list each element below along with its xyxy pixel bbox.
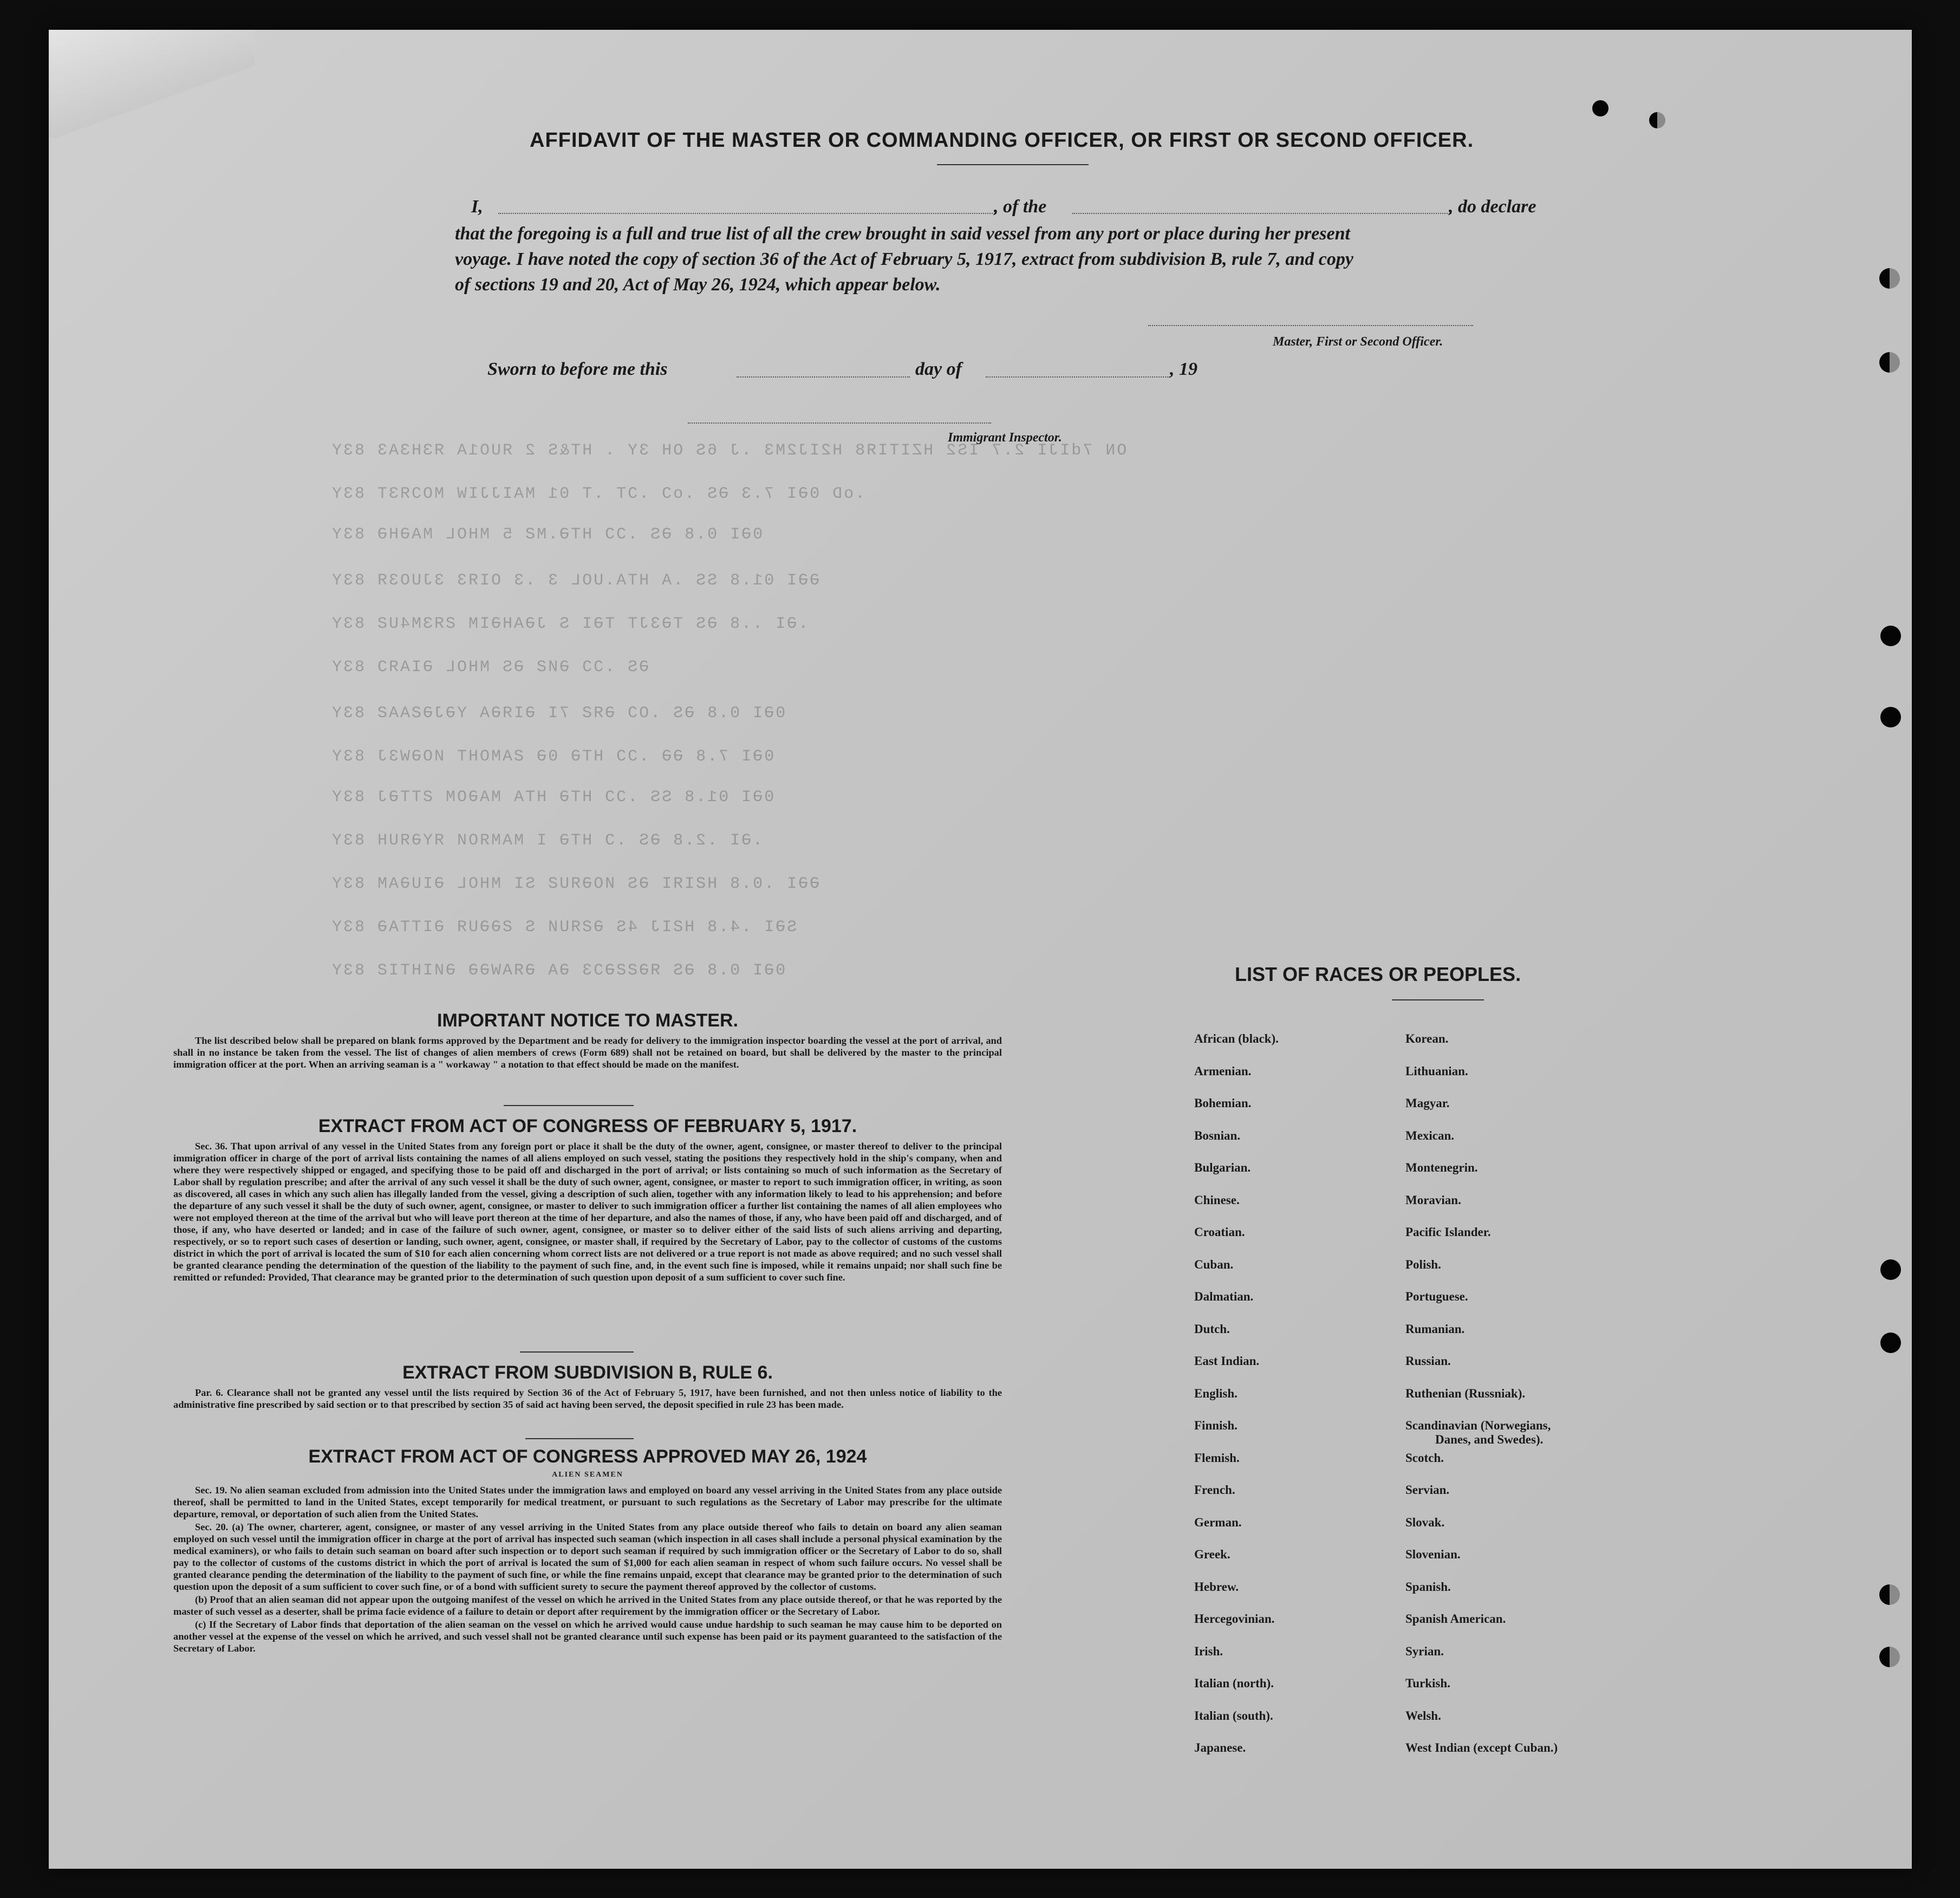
races-title: LIST OF RACES OR PEOPLES.: [1235, 963, 1521, 985]
ink-spot: [1592, 100, 1609, 116]
race-item: Korean.: [1405, 1032, 1449, 1045]
day-blank[interactable]: [737, 376, 910, 378]
race-item: Spanish.: [1405, 1580, 1451, 1594]
extract-1917-text: Sec. 36. That upon arrival of any vessel in the United States from any foreign port or place it shall be the duty of the owner, agent, consignee, or master thereof to deliver to the principal immigration officer in charge of the port of arrival lists containing the names of all aliens employed on such vessel, stating the positions they respectively hold in the ship's company, when and where they were respectively shipped or engaged, and specifying those to be paid off and discharged in the port of arrival; or lists containing so much of such information as the Secretary of Labor shall by regulation prescribe; and after the arrival of any such vessel it shall be the duty of such owner, agent, consignee, or master to report to such immigration officer, in writing, as soon as discovered, all cases in which any such alien has illegally landed from the vessel, giving a description of such alien, together with any information likely to lead to his apprehension; and before the departure of any such vessel it shall be the duty of such owner, agent, consignee, or master to deliver to such immigration officer a further list containing the names of all alien employees who were not employed thereon at the time of the arrival but who will leave port thereon at the time of her departure, and also the names of those, if any, who have been paid off and discharged, and of those, if any, who have deserted or landed; and in case of the failure of such owner, agent, consignee, or master so to deliver either of the said lists of such aliens arriving and departing, respectively, or so to report such cases of desertion or landing, such owner, agent, consignee, or master shall, if required by the Secretary of Labor, pay to the collector of customs of the customs district in which the port of arrival is located the sum of $10 for each alien concerning whom correct lists are not delivered or a true report is not made as above required; and no such vessel shall be granted clearance pending the determination of the question of the liability to the payment of such fine, and, in the event such fine is imposed, while it remains unpaid; nor shall such fine be remitted or refunded: Provided, That clearance may be granted prior to the determination of such question upon deposit of a sum sufficient to cover such fine.: [173, 1141, 1002, 1283]
affidavit-body-line3: of sections 19 and 20, Act of May 26, 1924, which appear below.: [455, 275, 941, 295]
binder-hole: [1880, 1332, 1901, 1353]
divider: [504, 1105, 634, 1106]
day-of-label: day of: [915, 359, 962, 379]
master-signature-blank[interactable]: [1148, 325, 1473, 326]
sworn-label: Sworn to before me this: [487, 359, 668, 379]
race-item: Slovak.: [1405, 1515, 1445, 1529]
ink-spot: [1649, 112, 1665, 128]
race-item: Armenian.: [1194, 1064, 1252, 1078]
race-item: Polish.: [1405, 1257, 1441, 1271]
race-item: Magyar.: [1405, 1096, 1450, 1110]
race-item: Greek.: [1194, 1548, 1230, 1561]
race-item: Hebrew.: [1194, 1580, 1239, 1594]
vessel-blank[interactable]: [1072, 213, 1451, 214]
race-item: Mexican.: [1405, 1128, 1455, 1142]
folded-corner: [49, 30, 255, 138]
affidavit-body-line2: voyage. I have noted the copy of section 36 of the Act of February 5, 1917, extract from subdivision B, rule 7, and copy: [455, 249, 1353, 269]
binder-hole: [1880, 626, 1901, 646]
affidavit-title: AFFIDAVIT OF THE MASTER OR COMMANDING OFFICER, OR FIRST OR SECOND OFFICER.: [530, 129, 1474, 152]
document-page: ON 7dIJI 2.7 IS2 HZITIЯ8 H2IJ2M3 .J 6S OH 3Y . HT&S 2 ЯUO1A ЯЗHЗA3 83Y .oD 0ƏI 7.3 ƏS .oƆ .ƆT .T 01 MAIJJIW MOƆЯЗT 83Y 0ƏI 0.8 ƏS .ƆƆ HTƏ.MƧ 5 MHOL MAƏHƏ 83Y ƏƏI 01.8 SS .A HTA.UOL 3 .3 OIЯ3 3JUO3Я 83Y .ƏI ..8 ƏS TƏ3JT TƏI S JƏAHƏIM ƧЯЗM4UƧ 83Y ƏS .ƆƆ ƏИƧ ƏS MHOL ƏIAЯƆ 83Y 0ƏI 0.8 ƏS .OƆ ƏЯƧ 7I ƏIЯƏA YƏJƏƧAAƧ 83Y 0ƏI 7.8 ƏƏ .ƆƆ HTƏ 0Ə ƧAMOHT ИOƏW3J 83Y 0ƏI 01.8 SS .ƆƆ HTƏ HTA MAƏOM ƧTTƏJ 83Y .ƏI .2.8 ƏS .Ɔ HTƏ I MAMЯOИ ЯYƏЯUH 83Y ƏƏI .0.8 HƧIЯI ƏS ИOƏЯUƧ SI MHOL ƏIUƏAM 83Y SƏI .4.8 HƧIJ 4S ƏƧЯUИ S ƧƏƏUЯ ƏITTAƏ 83Y 0ƏI 0.8 ƏS ЯƏƧƧƏƆ3 ƏA ƏЯAWƏƏ ƏИIHTIƧ 83Y AFFIDAVIT OF THE MASTER OR COMMANDING OFFICER, OR FIRST OR SECOND OFFICER. I, , of the , do declare that the foregoing is a full and true list of all the crew brought in said vessel from any port or place during her present voyage. I have noted the copy of section 36 of the Act of February 5, 1917, extract from subdivision B, rule 7, and copy of sections 19 and 20, Act of May 26, 1924, which appear below. Master, First or Second Officer. Sworn to before me this day of , 19 Immigrant Inspector. IMPORTANT NOTICE TO MASTER. The list described below shall be prepared on blank forms approved by the Department and be ready for delivery to the immigration inspector boarding the vessel at the port of arrival, and shall in no instance be taken from the vessel. The list of changes of alien members of crews (Form 689) shall not be retained on board, but shall be delivered by the master to the principal immigration officer at the port. When an arriving seaman is a " workaway " a notation to that effect should be made on the manifest. EXTRACT FROM ACT OF CONGRESS OF FEBRUARY 5, 1917. Sec. 36. That upon arrival of any vessel in the United States from any foreign port or place it shall be the duty of the owner, agent, consignee, or master thereof to deliver to the principal immigration officer in charge of the port of arrival lists containing the names of all aliens employed on such vessel, stating the positions they respectively hold in the ship's company, when and where they were respectively shipped or engaged, and specifying those to be paid off and discharged in the port of arrival; or lists containing so much of such information as the Secretary of Labor shall by regulation prescribe; and after the arrival of any such vessel it shall be the duty of such owner, agent, consignee, or master to report to such immigration officer, in writing, as soon as discovered, all cases in which any such alien has illegally landed from the vessel, giving a description of such alien, together with any information likely to lead to his apprehension; and before the departure of any such vessel it shall be the duty of such owner, agent, consignee, or master to deliver to such immigration officer a further list containing the names of all alien employees who were not employed thereon at the time of the arrival but who will leave port thereon at the time of her departure, and also the names of those, if any, who have been paid off and discharged, and of those, if any, who have deserted or landed; and in case of the failure of such owner, agent, consignee, or master so to deliver either of the said lists of such aliens arriving and departing, respectively, or so to report such cases of desertion or landing, such owner, agent, consignee, or master shall, if required by the Secretary of Labor, pay to the collector of customs of the customs district in which the port of arrival is located the sum of $10 for each alien concerning whom correct lists are not delivered or a true report is not made as above required; and no such vessel shall be granted clearance pending the determination of the question of the liability to the payment of such fine, and, in the event such fine is imposed, while it remains unpaid; nor shall such fine be remitted or refunded: Provided, That clearance may be granted prior to the determination of such question upon deposit of a sum sufficient to cover such fine. EXTRACT FROM SUBDIVISION B, RULE 6. Par. 6. Clearance shall not be granted any vessel until the lists required by Section 36 of the Act of February 5, 1917, have been furnished, and not then unless notice of liability to the administrative fine prescribed by said section or to that prescribed by section 35 of said act having been served, the deposit specified in rule 23 has been made. EXTRACT FROM ACT OF CONGRESS APPROVED MAY 26, 1924 ALIEN SEAMEN Sec. 19. No alien seaman excluded from admission into the United States under the immigration laws and employed on board any vessel arriving in the United States from any place outside thereof, shall be permitted to land in the United States, except temporarily for medical treatment, or pursuant to such regulations as the Secretary of Labor may prescribe for the ultimate departure, removal, or deportation of such alien from the United States. Sec. 20. (a) The owner, charterer, agent, consignee, or master of any vessel arriving in the United States from any place outside thereof who fails to detain on board any alien seaman employed on such vessel until the immigration officer in charge at the port of arrival has inspected such seaman (which inspection in all cases shall include a personal physical examination by the medical examiners), or who fails to detain such seaman on board after such inspection or to deport such seaman if required by such immigration officer or the Secretary of Labor to do so, shall pay to the collector of customs of the customs district in which the port of arrival is located the sum of $1,000 for each alien seaman in respect of whom such failure occurs. No vessel shall be granted clearance pending the determination of the liability to the payment of such fine, or while the fine remains unpaid, except that clearance may be granted prior to the determination of such question upon the deposit of a sum sufficient to cover such fine, or of a bond with sufficient surety to secure the payment thereof approved by the collector of customs. (b) Proof that an alien seaman did not appear upon the outgoing manifest of the vessel on which he arrived in the United States from any place outside thereof, or that he was reported by the master of such vessel as a deserter, shall be prima facie evidence of a failure to detain or deport after requirement by the immigration officer or the Secretary of Labor. (c) If the Secretary of Labor finds that deportation of the alien seaman on the vessel on which he arrived would cause undue hardship to such seaman he may cause him to be deported on another vessel at the expense of the vessel on which he arrived, and such vessel shall not be granted clearance until such expense has been paid or its payment guaranteed to the satisfaction of the Secretary of Labor. LIST OF RACES OR PEOPLES. African (black). Armenian. Bohemian. Bosnian. Bulgarian. Chinese. Croatian. Cuban. Dalmatian. Dutch. East Indian. English. Finnish. Flemish. French. German. Greek. Hebrew. Hercegovinian. Irish. Italian (north). Italian (south). Japanese. Korean. Lithuanian. Magyar. Mexican. Montenegrin. Moravian. Pacific Islander. Polish. Portuguese. Rumanian. Russian. Ruthenian (Russniak). Scandinavian (Norwegians, Danes, and Swedes). Scotch. Servian. Slovak. Slovenian. Spanish. Spanish American. Syrian. Turkish. Welsh. West Indian (except Cuban.): [49, 30, 1912, 1869]
race-item: Servian.: [1405, 1483, 1450, 1497]
race-item: Finnish.: [1194, 1419, 1238, 1432]
race-item: Pacific Islander.: [1405, 1225, 1491, 1239]
race-item: Irish.: [1194, 1644, 1223, 1658]
race-item: Russian.: [1405, 1354, 1451, 1368]
notice-text: The list described below shall be prepared on blank forms approved by the Department and be ready for delivery to the immigration inspector boarding the vessel at the port of arrival, and shall in no instance be taken from the vessel. The list of changes of alien members of crews (Form 689) shall not be retained on board, but shall be delivered by the master to the principal immigration officer at the port. When an arriving seaman is a " workaway " a notation to that effect should be made on the manifest.: [173, 1035, 1002, 1070]
rule6-title: EXTRACT FROM SUBDIVISION B, RULE 6.: [402, 1362, 773, 1383]
races-title-underline: [1392, 999, 1484, 1000]
binder-hole: [1880, 1259, 1901, 1280]
race-item: Hercegovinian.: [1194, 1612, 1275, 1626]
race-item: Moravian.: [1405, 1193, 1461, 1207]
inspector-label: Immigrant Inspector.: [948, 431, 1062, 445]
binder-hole: [1879, 1647, 1900, 1667]
race-item: German.: [1194, 1515, 1242, 1529]
race-item: Italian (south).: [1194, 1708, 1273, 1722]
extract-1917-title: EXTRACT FROM ACT OF CONGRESS OF FEBRUARY 5, 1917.: [318, 1116, 857, 1136]
race-item: Syrian.: [1405, 1644, 1444, 1658]
affidavit-body-line1: that the foregoing is a full and true list of all the crew brought in said vessel from any port or place during her present: [455, 224, 1350, 244]
race-item: Chinese.: [1194, 1193, 1240, 1207]
title-underline: [937, 164, 1089, 165]
binder-hole: [1879, 1584, 1900, 1605]
race-item: Scotch.: [1405, 1451, 1444, 1465]
affidavit-i-label: I,: [471, 197, 483, 217]
affidavit-declare-label: , do declare: [1449, 197, 1536, 217]
race-item: Rumanian.: [1405, 1322, 1465, 1336]
notice-title: IMPORTANT NOTICE TO MASTER.: [437, 1010, 738, 1031]
race-item: Flemish.: [1194, 1451, 1240, 1465]
year-label: , 19: [1170, 359, 1197, 379]
race-item: Welsh.: [1405, 1708, 1441, 1722]
binder-hole: [1879, 352, 1900, 373]
divider: [525, 1438, 634, 1439]
race-item: Danes, and Swedes).: [1435, 1433, 1544, 1446]
extract-1924-text: Sec. 19. No alien seaman excluded from admission into the United States under the immigration laws and employed on board any vessel arriving in the United States from any place outside thereof, shall be permitted to land in the United States, except temporarily for medical treatment, or pursuant to such regulations as the Secretary of Labor may prescribe for the ultimate departure, removal, or deportation of such alien from the United States. Sec. 20. (a) The owner, charterer, agent, consignee, or master of any vessel arriving in the United States from any place outside thereof who fails to detain on board any alien seaman employed on such vessel until the immigration officer in charge at the port of arrival has inspected such seaman (which inspection in all cases shall include a personal physical examination by the medical examiners), or who fails to detain such seaman on board after such inspection or to deport such seaman if required by such immigration officer or the Secretary of Labor to do so, shall pay to the collector of customs of the customs district in which the port of arrival is located the sum of $1,000 for each alien seaman in respect of whom such failure occurs. No vessel shall be granted clearance pending the determination of the liability to the payment of such fine, or while the fine remains unpaid, except that clearance may be granted prior to the determination of such question upon the deposit of a sum sufficient to cover such fine, or of a bond with sufficient surety to secure the payment thereof approved by the collector of customs. (b) Proof that an alien seaman did not appear upon the outgoing manifest of the vessel on which he arrived in the United States from any place outside thereof, or that he was reported by the master of such vessel as a deserter, shall be prima facie evidence of a failure to detain or deport after requirement by the immigration officer or the Secretary of Labor. (c) If the Secretary of Labor finds that deportation of the alien seaman on the vessel on which he arrived would cause undue hardship to such seaman he may cause him to be deported on another vessel at the expense of the vessel on which he arrived, and such vessel shall not be granted clearance until such expense has been paid or its payment guaranteed to the satisfaction of the Secretary of Labor.: [173, 1485, 1002, 1654]
rule6-text: Par. 6. Clearance shall not be granted any vessel until the lists required by Section 36 of the Act of February 5, 1917, have been furnished, and not then unless notice of liability to the administrative fine prescribed by said section or to that prescribed by section 35 of said act having been served, the deposit specified in rule 23 has been made.: [173, 1387, 1002, 1410]
race-item: Italian (north).: [1194, 1676, 1274, 1690]
race-item: Bohemian.: [1194, 1096, 1252, 1110]
extract-1924-title: EXTRACT FROM ACT OF CONGRESS APPROVED MAY 26, 1924: [308, 1446, 867, 1467]
race-item: Montenegrin.: [1405, 1161, 1478, 1174]
race-item: French.: [1194, 1483, 1235, 1497]
race-item: English.: [1194, 1386, 1238, 1400]
binder-hole: [1880, 707, 1901, 727]
race-item: Slovenian.: [1405, 1548, 1461, 1561]
race-item: West Indian (except Cuban.): [1405, 1741, 1558, 1754]
race-item: Portuguese.: [1405, 1290, 1468, 1303]
race-item: Bulgarian.: [1194, 1161, 1251, 1174]
name-blank[interactable]: [498, 213, 997, 214]
race-item: East Indian.: [1194, 1354, 1260, 1368]
race-item: Dalmatian.: [1194, 1290, 1254, 1303]
race-item: Cuban.: [1194, 1257, 1234, 1271]
race-item: Dutch.: [1194, 1322, 1230, 1336]
inspector-signature-blank[interactable]: [688, 422, 991, 424]
race-item: African (black).: [1194, 1032, 1279, 1045]
race-item: Scandinavian (Norwegians,: [1405, 1419, 1551, 1432]
affidavit-of-the-label: , of the: [994, 197, 1047, 217]
race-item: Turkish.: [1405, 1676, 1450, 1690]
race-item: Spanish American.: [1405, 1612, 1506, 1626]
race-item: Ruthenian (Russniak).: [1405, 1386, 1526, 1400]
extract-1924-subtitle: ALIEN SEAMEN: [552, 1471, 623, 1479]
race-item: Croatian.: [1194, 1225, 1245, 1239]
month-blank[interactable]: [986, 376, 1170, 378]
race-item: Japanese.: [1194, 1741, 1246, 1754]
divider: [520, 1351, 634, 1353]
race-item: Bosnian.: [1194, 1128, 1241, 1142]
master-label: Master, First or Second Officer.: [1273, 335, 1443, 349]
race-item: Lithuanian.: [1405, 1064, 1468, 1078]
binder-hole: [1879, 268, 1900, 289]
